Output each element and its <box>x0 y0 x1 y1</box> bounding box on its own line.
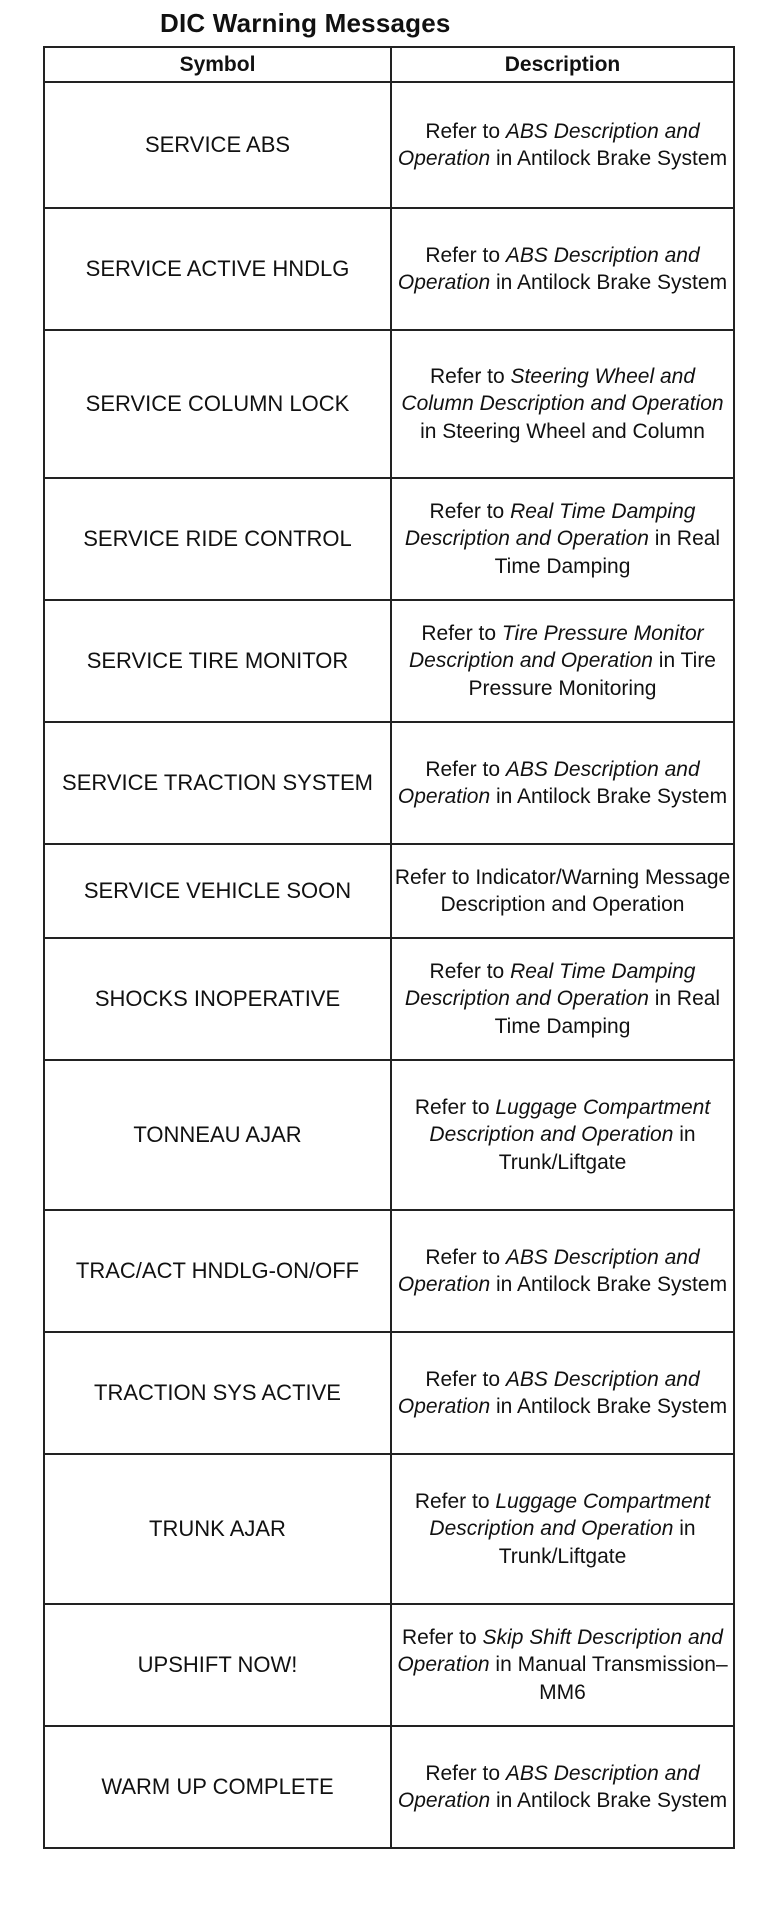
description-text: Refer to <box>425 1761 506 1785</box>
table-row <box>44 600 734 722</box>
description-text: in Antilock Brake System <box>490 1273 728 1296</box>
description-reference-italic: Luggage Compartment Description and Operation <box>429 1489 711 1541</box>
table-row <box>44 208 734 330</box>
description-reference-italic: Real Time Damping Description and Operation <box>404 959 696 1011</box>
table-row <box>44 478 734 600</box>
description-text: in Steering Wheel and Column <box>420 419 705 443</box>
description-text: Refer to <box>430 364 511 388</box>
description-text: Refer to <box>425 1245 506 1269</box>
table-row <box>44 1210 734 1332</box>
description-text: in Antilock Brake System <box>490 1395 728 1418</box>
page-title: DIC Warning Messages <box>160 8 451 38</box>
description-text: in Tire Pressure Monitoring <box>468 649 716 700</box>
symbol-cell: WARM UP COMPLETE <box>44 1726 391 1848</box>
description-reference-italic: Steering Wheel and Column Description and Operation <box>401 364 724 416</box>
description-cell <box>391 330 734 478</box>
table-row <box>44 1454 734 1604</box>
description-reference-italic: Luggage Compartment Description and Operation <box>429 1095 711 1147</box>
table-row <box>44 330 734 478</box>
description-text: in Antilock Brake System <box>490 147 728 170</box>
description-text: Refer to <box>429 499 511 523</box>
table-row <box>44 844 734 938</box>
description-text: in Real Time Damping <box>494 987 721 1038</box>
table-row <box>44 1726 734 1848</box>
description-cell <box>391 938 734 1060</box>
description-reference-italic: ABS Description and Operation <box>397 243 700 294</box>
description-cell <box>391 1726 734 1848</box>
description-cell <box>391 1332 734 1454</box>
table-row <box>44 722 734 844</box>
description-reference-italic: Skip Shift Description and Operation <box>397 1625 723 1677</box>
description-text: Refer to <box>425 1367 506 1391</box>
description-cell <box>391 722 734 844</box>
description-reference-italic: ABS Description and Operation <box>397 119 700 170</box>
description-text: in Manual Transmission–MM6 <box>489 1653 728 1704</box>
description-reference-italic: Tire Pressure Monitor Description and Operation <box>408 621 704 673</box>
description-text: in Real Time Damping <box>494 527 721 578</box>
description-text: Refer to Indicator/Warning Message Description and Operation <box>394 865 731 916</box>
symbol-cell: UPSHIFT NOW! <box>44 1604 391 1726</box>
description-text: in Trunk/Liftgate <box>498 1123 696 1174</box>
symbol-cell: TRACTION SYS ACTIVE <box>44 1332 391 1454</box>
description-text: in Antilock Brake System <box>490 271 728 294</box>
description-cell <box>391 478 734 600</box>
description-cell <box>391 844 734 938</box>
description-text: Refer to <box>425 757 506 781</box>
description-text: in Antilock Brake System <box>490 1789 728 1812</box>
description-reference-italic: ABS Description and Operation <box>397 1761 700 1812</box>
description-text: Refer to <box>425 119 506 143</box>
description-text: Refer to <box>414 1489 496 1513</box>
description-text: Refer to <box>414 1095 496 1119</box>
symbol-cell: SERVICE ABS <box>44 82 391 208</box>
description-text: in Trunk/Liftgate <box>498 1517 696 1568</box>
table-row <box>44 938 734 1060</box>
description-cell <box>391 600 734 722</box>
description-text: Refer to <box>425 243 506 267</box>
description-cell <box>391 208 734 330</box>
description-cell <box>391 1604 734 1726</box>
description-text: Refer to <box>421 621 502 645</box>
symbol-cell: SERVICE TRACTION SYSTEM <box>44 722 391 844</box>
table-row <box>44 82 734 208</box>
symbol-cell: SERVICE ACTIVE HNDLG <box>44 208 391 330</box>
description-reference-italic: ABS Description and Operation <box>397 757 700 808</box>
symbol-cell: SERVICE COLUMN LOCK <box>44 330 391 478</box>
description-cell <box>391 1454 734 1604</box>
symbol-cell: SHOCKS INOPERATIVE <box>44 938 391 1060</box>
description-cell <box>391 82 734 208</box>
symbol-column-header: Symbol <box>44 47 391 82</box>
symbol-cell: TRAC/ACT HNDLG-ON/OFF <box>44 1210 391 1332</box>
table-row <box>44 1332 734 1454</box>
description-reference-italic: Real Time Damping Description and Operation <box>404 499 696 551</box>
table-header-row <box>44 47 734 82</box>
description-text: Refer to <box>401 1625 483 1649</box>
symbol-cell: SERVICE RIDE CONTROL <box>44 478 391 600</box>
description-text: Refer to <box>429 959 511 983</box>
table-row <box>44 1604 734 1726</box>
symbol-cell: TRUNK AJAR <box>44 1454 391 1604</box>
description-text: in Antilock Brake System <box>490 785 728 808</box>
description-reference-italic: ABS Description and Operation <box>397 1245 700 1296</box>
table-row <box>44 1060 734 1210</box>
dic-warning-messages-table <box>43 46 735 1849</box>
symbol-cell: SERVICE TIRE MONITOR <box>44 600 391 722</box>
description-reference-italic: ABS Description and Operation <box>397 1367 700 1418</box>
description-column-header: Description <box>391 47 734 82</box>
description-cell <box>391 1060 734 1210</box>
description-cell <box>391 1210 734 1332</box>
table-body <box>44 82 734 1848</box>
symbol-cell: TONNEAU AJAR <box>44 1060 391 1210</box>
symbol-cell: SERVICE VEHICLE SOON <box>44 844 391 938</box>
